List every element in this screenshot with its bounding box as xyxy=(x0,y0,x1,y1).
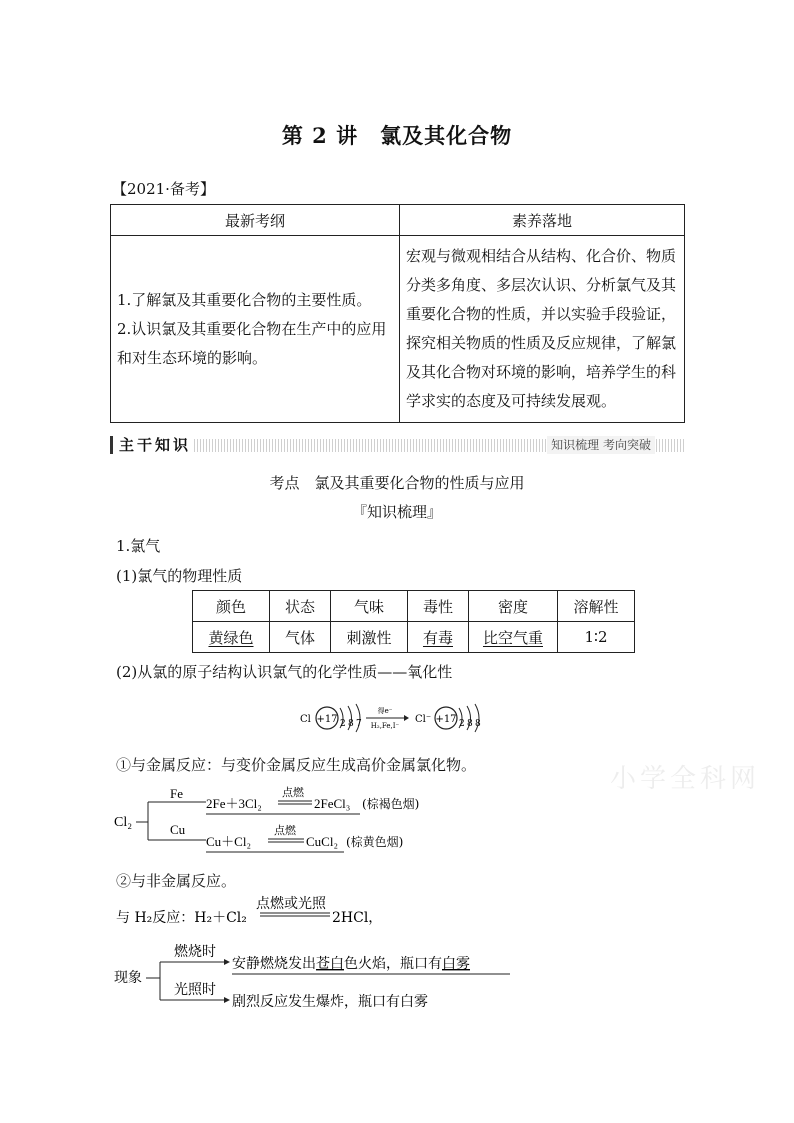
phys-value: 有毒 xyxy=(408,622,469,653)
page-title: 第 2 讲 氯及其化合物 xyxy=(281,123,513,148)
cu-note: (棕黄色烟) xyxy=(346,835,404,849)
shell-count: 2 xyxy=(459,719,465,729)
phys-value: 1∶2 xyxy=(558,622,635,653)
fe-equation-right: 2FeCl₃ xyxy=(314,796,351,811)
ignite-condition: 点燃 xyxy=(282,786,304,799)
fe-label: Fe xyxy=(170,786,183,801)
fe-equation-left: 2Fe＋3Cl₂ xyxy=(206,796,262,811)
syllabus-item: 2.认识氯及其重要化合物在生产中的应用和对生态环境的影响。 xyxy=(117,319,387,367)
ignite-condition: 点燃 xyxy=(274,824,296,837)
h2-condition: 点燃或光照 xyxy=(256,896,326,912)
exam-tag: 【2021·备考】 xyxy=(112,180,215,198)
phys-header: 状态 xyxy=(270,591,331,622)
cl2-label: Cl₂ xyxy=(114,815,133,830)
phys-header: 颜色 xyxy=(193,591,270,622)
phenomenon-burning: 安静燃烧发出苍白色火焰，瓶口有白雾 xyxy=(232,956,470,972)
shell-count: 8 xyxy=(348,719,354,729)
shell-count: 2 xyxy=(340,719,346,729)
literacy-cell: 宏观与微观相结合从结构、化合价、物质分类多角度、多层次认识、分析氯气及其重要化合物的性质，并以实验手段验证，探究相关物质的性质及反应规律，了解氯及其化合物对环境的影响，培养学生的科学求实的态度及可持续发展观。 xyxy=(400,236,685,423)
atom-structure-diagram xyxy=(296,700,506,738)
phys-value: 刺激性 xyxy=(331,622,408,653)
phys-header: 密度 xyxy=(469,591,558,622)
syllabus-item: 1.了解氯及其重要化合物的主要性质。 xyxy=(117,290,372,309)
phys-header: 溶解性 xyxy=(558,591,635,622)
shell-count: 8 xyxy=(467,719,473,729)
shell-count: 7 xyxy=(356,719,362,729)
arrow-head xyxy=(224,997,230,1003)
arrow-head xyxy=(224,959,230,965)
phenomena-diagram xyxy=(110,936,530,1016)
shell-count: 8 xyxy=(475,719,481,729)
phys-header: 气味 xyxy=(331,591,408,622)
nonmetal-reaction-heading: ②与非金属反应。 xyxy=(116,872,237,890)
syllabus-table xyxy=(110,204,685,423)
zhishi-heading: 『知识梳理』 xyxy=(351,503,442,521)
cu-equation-left: Cu＋Cl₂ xyxy=(206,834,251,849)
phys-header: 毒性 xyxy=(408,591,469,622)
physical-properties-table xyxy=(192,590,635,653)
fe-note: (棕褐色烟) xyxy=(362,797,420,811)
banner-title: 主干知识 xyxy=(110,436,191,454)
nucleus-charge: +17 xyxy=(435,714,457,725)
phenomena-label: 现象 xyxy=(114,970,142,986)
watermark: 小学全科网 xyxy=(610,764,761,794)
phys-value: 黄绿色 xyxy=(193,622,270,653)
phenomenon-light: 剧烈反应发生爆炸，瓶口有白雾 xyxy=(232,994,428,1010)
reagents-label: H₂,Fe,I⁻ xyxy=(370,722,400,730)
phys-value: 比空气重 xyxy=(469,622,558,653)
branch-light: 光照时 xyxy=(174,982,216,998)
section-banner xyxy=(110,436,685,454)
literacy-header: 素养落地 xyxy=(400,205,685,236)
arrow-head xyxy=(404,715,409,721)
h2-product: 2HCl， xyxy=(332,910,383,926)
metal-reaction-heading: ①与金属反应：与变价金属反应生成高价金属氯化物。 xyxy=(116,756,477,774)
phys-value: 气体 xyxy=(270,622,331,653)
branch-burning: 燃烧时 xyxy=(174,944,216,960)
cu-equation-right: CuCl₂ xyxy=(306,834,338,849)
gain-electron-label: 得e⁻ xyxy=(377,707,393,715)
subsection-physical: (1)氯气的物理性质 xyxy=(116,567,243,585)
cl-atom-label: Cl xyxy=(300,714,311,725)
h2-reaction xyxy=(112,892,412,932)
banner-subtitle: 知识梳理 考向突破 xyxy=(547,436,655,454)
cl-ion-label: Cl⁻ xyxy=(415,714,432,725)
kaodian-heading: 考点 氯及其重要化合物的性质与应用 xyxy=(269,474,525,492)
section-chlorine: 1.氯气 xyxy=(116,537,161,555)
h2-equation-left: 与 H₂反应：H₂＋Cl₂ xyxy=(116,910,247,926)
metal-reaction-diagram xyxy=(110,782,440,858)
nucleus-charge: +17 xyxy=(316,714,338,725)
syllabus-cell xyxy=(111,236,400,423)
cu-label: Cu xyxy=(170,822,186,837)
syllabus-header: 最新考纲 xyxy=(111,205,400,236)
subsection-chemical: (2)从氯的原子结构认识氯气的化学性质——氧化性 xyxy=(116,663,453,681)
